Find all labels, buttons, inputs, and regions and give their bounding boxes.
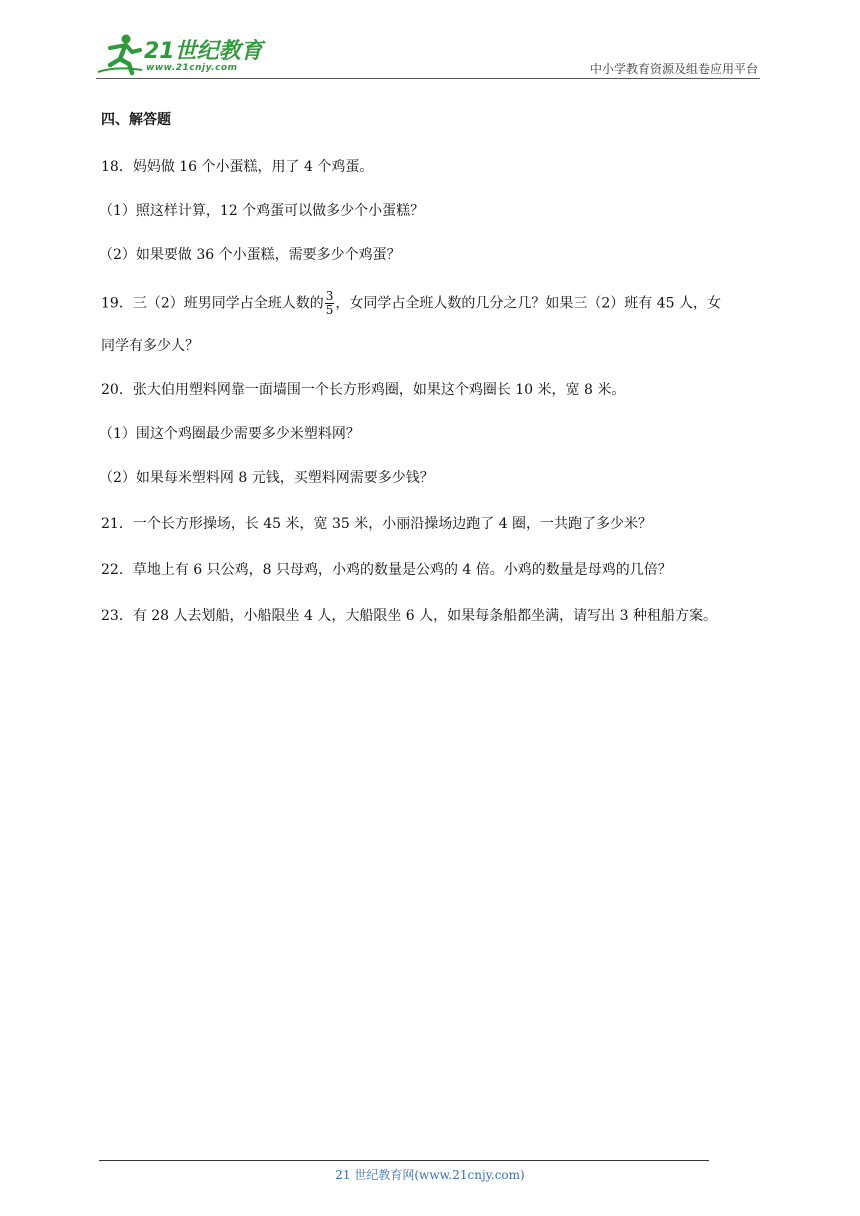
question-20-part-1: （1）围这个鸡圈最少需要多少米塑料网？	[99, 426, 360, 442]
question-21-stem: 21．一个长方形操场，长 45 米，宽 35 米，小丽沿操场边跑了 4 圈，一共跑了多少米？	[101, 516, 653, 532]
question-18-part-2: （2）如果要做 36 个小蛋糕，需要多少个鸡蛋？	[99, 247, 401, 263]
footer-divider	[99, 1160, 709, 1161]
page-header	[96, 28, 760, 80]
section-title: 四、解答题	[101, 112, 171, 128]
question-19-line-2: 同学有多少人？	[101, 338, 199, 354]
fraction-numerator: 3	[325, 289, 334, 303]
fraction	[325, 290, 335, 317]
fraction-denominator: 5	[325, 303, 334, 317]
header-divider	[96, 78, 760, 79]
question-18-part-1: （1）照这样计算，12 个鸡蛋可以做多少个小蛋糕？	[99, 203, 425, 219]
question-19-line-1	[101, 290, 721, 317]
question-18-stem: 18．妈妈做 16 个小蛋糕，用了 4 个鸡蛋。	[101, 159, 374, 175]
platform-label: 中小学教育资源及组卷应用平台	[589, 62, 758, 76]
logo	[96, 32, 266, 76]
question-19-text-before: 19．三（2）班男同学占全班人数的	[101, 295, 324, 312]
question-22-stem: 22．草地上有 6 只公鸡，8 只母鸡，小鸡的数量是公鸡的 4 倍。小鸡的数量是母鸡的几倍？	[101, 562, 672, 578]
question-23-stem: 23．有 28 人去划船，小船限坐 4 人，大船限坐 6 人，如果每条船都坐满，请写出 3 种租船方案。	[101, 608, 717, 624]
footer-link[interactable]: 21 世纪教育网(www.21cnjy.com)	[335, 1168, 525, 1182]
runner-logo-icon	[96, 32, 146, 76]
question-20-stem: 20．张大伯用塑料网靠一面墙围一个长方形鸡圈，如果这个鸡圈长 10 米，宽 8 米。	[101, 382, 626, 398]
logo-subtext: www.21cnjy.com	[146, 63, 238, 73]
logo-text: 21世纪教育	[144, 39, 263, 64]
question-20-part-2: （2）如果每米塑料网 8 元钱，买塑料网需要多少钱？	[99, 470, 434, 486]
question-19-text-after: ，女同学占全班人数的几分之几？如果三（2）班有 45 人，女	[335, 295, 721, 312]
